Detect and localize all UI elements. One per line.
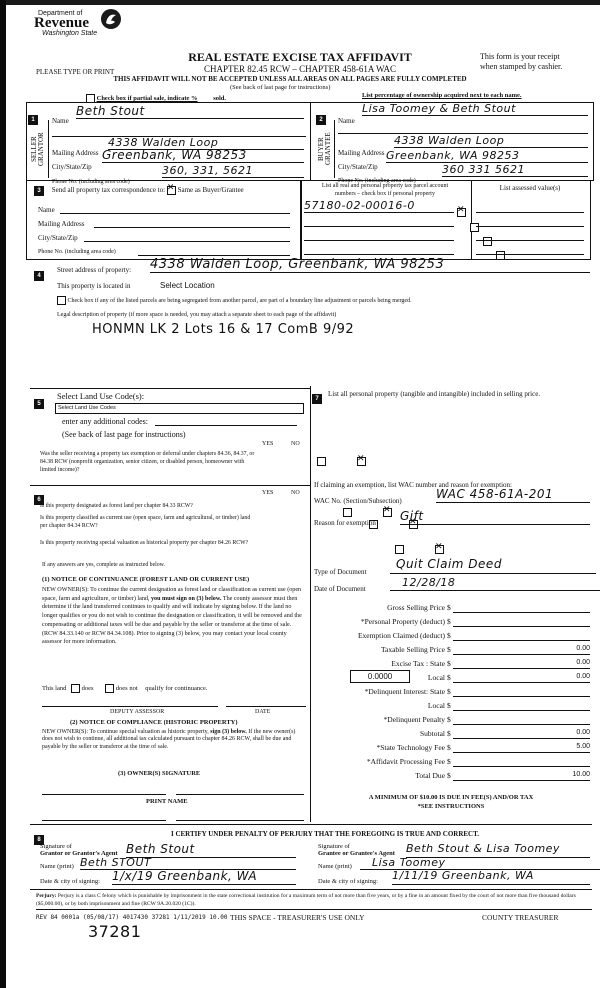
taxable-selling-price-row [312, 645, 590, 657]
same-as-buyer-checkbox[interactable] [167, 186, 176, 195]
s6-yes-header: YES [262, 490, 274, 496]
land-use-no-header: NO [291, 441, 300, 447]
exemption-claimed-value[interactable] [453, 631, 590, 641]
wac-label: WAC No. (Section/Subsection) [314, 497, 402, 505]
legal-description-value[interactable]: HONMN LK 2 Lots 16 & 17 ComB 9/92 [92, 322, 355, 337]
dollar-sign: $ [447, 729, 451, 738]
perjury-top-rule [30, 889, 592, 890]
seller-mailing-value[interactable]: 4338 Walden Loop [108, 136, 304, 150]
deputy-assessor-line[interactable] [42, 706, 218, 707]
continuance-text-bold: you must sign on (3) below. [150, 595, 222, 602]
grantee-name-print[interactable]: Lisa Toomey [360, 856, 600, 870]
dollar-sign: $ [447, 673, 451, 682]
continuance-title: (1) NOTICE OF CONTINUANCE (FOREST LAND OR CURRENT USE) [42, 576, 250, 583]
taxable-selling-price-value[interactable]: 0.00 [453, 645, 590, 655]
corr-city-label: City/State/Zip [38, 234, 78, 242]
see-instructions-note: *SEE INSTRUCTIONS [417, 803, 485, 810]
assessed-header: List assessed value(s) [499, 184, 561, 192]
exemption-claimed-label: Exemption Claimed (deduct) [357, 631, 445, 640]
receipt-note-line-2: when stamped by cashier. [480, 62, 563, 71]
corr-name-label: Name [38, 206, 55, 214]
does-checkbox[interactable] [71, 684, 80, 693]
grantor-date-city[interactable]: 1/x/19 Greenbank, WA [112, 869, 296, 885]
certify-statement: I CERTIFY UNDER PENALTY OF PERJURY THAT THE FOREGOING IS TRUE AND CORRECT. [170, 830, 479, 838]
print-name-line-2[interactable] [176, 820, 304, 821]
treasurer-stamp: REV 84 0001a (05/08/17) 4017430 37281 1/11/2019 10.00 [36, 914, 228, 921]
dollar-sign: $ [447, 617, 451, 626]
county-treasurer-label: COUNTY TREASURER [482, 913, 559, 922]
section-8-top-rule [30, 824, 592, 825]
buyer-city-value[interactable]: Greenbank, WA 98253 [386, 149, 588, 163]
land-use-see-back: (See back of last page for instructions) [62, 430, 186, 439]
grantor-name-label: Name (print) [40, 863, 74, 870]
delinquent-penalty-value[interactable] [453, 715, 590, 725]
subtotal-row [312, 729, 590, 741]
forest-land-question: Is this property designated as forest land per chapter 84.33 RCW? [40, 503, 193, 509]
perjury-text: Perjury is a class C felony which is punishable by imprisonment in the state correctional institution for a maximum term of not more than five years, or by a fine in an amount fixed by the court of not more than five thousand dollars ($5,000.00), or by both imprisonment and fine (RCW 9A.20.020 (1C)). [36, 893, 576, 907]
dor-swirl-logo-icon [100, 8, 122, 30]
excise-state-label: Excise Tax : State [391, 659, 445, 668]
ownership-note: List percentage of ownership acquired next to each name. [362, 92, 522, 99]
doc-date-value[interactable]: 12/28/18 [390, 576, 600, 591]
grantee-date-label: Date & city of signing: [318, 878, 378, 885]
dollar-sign: $ [447, 645, 451, 654]
print-name-label: PRINT NAME [146, 798, 188, 805]
assessor-date-line[interactable] [226, 706, 306, 707]
compliance-text-a: NEW OWNER(S): To continue special valuation as historic property, [42, 729, 209, 735]
subtotal-label: Subtotal [419, 729, 445, 738]
buyer-mailing-value[interactable]: 4338 Walden Loop [394, 134, 588, 148]
parcels-header-line-1: List all real and personal property tax parcel account [321, 183, 449, 189]
form-title: REAL ESTATE EXCISE TAX AFFIDAVIT [188, 50, 412, 64]
exemption-yes-checkbox[interactable] [317, 457, 326, 466]
corr-mailing-line [94, 227, 290, 228]
excise-local-value[interactable]: 0.00 [453, 673, 590, 683]
partial-sale-label: Check box if partial sale, indicate % [96, 94, 198, 102]
perjury-bold: Perjury: [36, 893, 57, 899]
section-1-number: 1 [28, 115, 38, 125]
gross-selling-price-value[interactable] [453, 603, 590, 613]
grantor-name-print[interactable]: Beth STOUT [80, 856, 296, 870]
excise-local-row [312, 673, 590, 685]
historical-question: Is this property receiving special valuation as historical property per chapter 84.26 RCW? [40, 540, 249, 546]
compliance-text-bold: sign (3) below. [210, 729, 247, 735]
does-not-checkbox[interactable] [105, 684, 114, 693]
continuance-text [42, 586, 307, 647]
grantor-signature[interactable]: Beth Stout [126, 842, 296, 858]
buyer-name-value[interactable]: Lisa Toomey & Beth Stout [362, 102, 588, 116]
total-due-label: Total Due [415, 771, 445, 780]
scan-border-left [0, 0, 6, 988]
grantee-name-label: Name (print) [318, 863, 352, 870]
section-5-badge [34, 392, 44, 410]
does-label: does [81, 684, 94, 692]
parcels-header-line-2: numbers – check box if personal property [335, 191, 435, 197]
s6-no-header: NO [291, 490, 300, 496]
assessed-row-4[interactable] [476, 254, 584, 255]
parcel-2-personal-checkbox[interactable] [470, 223, 479, 232]
exemption-claim-label: If claiming an exemption, list WAC number and reason for exemption: [314, 481, 512, 489]
logo-dept: Department of [38, 10, 83, 17]
grantor-sig-label-1: Signature of [40, 843, 72, 850]
section-7-number: 7 [312, 394, 322, 404]
additional-codes-label: enter any additional codes: [62, 417, 148, 426]
treasurer-space-label: THIS SPACE - TREASURER'S USE ONLY [230, 913, 365, 922]
section-5-number: 5 [34, 399, 44, 409]
perjury-bottom-rule [36, 909, 592, 910]
buyer-phone-value[interactable]: 360 331 5621 [442, 163, 588, 177]
segregated-label: Check box if any of the listed parcels are being segregated from another parcel, are part of a boundary line adjustment or parcels being merged. [67, 297, 412, 304]
corr-phone-field[interactable] [38, 249, 290, 255]
state-technology-fee-label: *State Technology Fee [376, 743, 445, 752]
state-technology-fee-row [312, 743, 590, 755]
please-type-or-print: PLEASE TYPE OR PRINT [36, 68, 115, 76]
dollar-sign: $ [447, 701, 451, 710]
reason-value[interactable]: Gift [400, 509, 590, 525]
land-use-yes-header: YES [262, 441, 274, 447]
located-label: This property is located in [57, 282, 131, 290]
grantee-sig-label-1: Signature of [318, 843, 350, 850]
gross-selling-price-label: Gross Selling Price [387, 603, 445, 612]
doc-date-label: Date of Document [314, 585, 366, 593]
grantee-sig-label-2: Grantee or Grantee's Agent [318, 850, 395, 857]
dollar-sign: $ [447, 743, 451, 752]
subtotal-value[interactable]: 0.00 [453, 729, 590, 739]
exemption-no-checkbox[interactable] [357, 457, 366, 466]
owner-signature-label: (3) OWNER(S) SIGNATURE [118, 770, 201, 777]
logo-state: Washington State [42, 30, 98, 37]
dollar-sign: $ [447, 687, 451, 696]
section-4-badge [34, 264, 44, 282]
buyer-name-label: Name [338, 117, 355, 125]
reason-label: Reason for exemption [314, 519, 376, 527]
owner-signature-line-1[interactable] [42, 794, 166, 795]
seller-city-value[interactable]: Greenbank, WA 98253 [102, 148, 304, 163]
buyer-side-label [316, 120, 335, 178]
corr-phone-label: Phone No. (including area code) [38, 249, 116, 255]
delinquent-interest-local-value[interactable] [453, 701, 590, 711]
dollar-sign: $ [447, 659, 451, 668]
buyer-label: BUYER [317, 137, 325, 161]
buyer-name-field[interactable] [338, 102, 588, 128]
this-land-label: This land [42, 684, 67, 692]
personal-property-label: List all personal property (tangible and intangible) included in selling price. [328, 390, 541, 398]
buyer-city-label: City/State/Zip [338, 163, 378, 171]
grantor-label: GRANTOR [37, 132, 45, 166]
excise-state-value[interactable]: 0.00 [453, 659, 590, 669]
delinquent-interest-local-label: Local [427, 701, 445, 710]
seller-side-label [28, 120, 49, 178]
land-use-select[interactable]: Select Land Use Codes [55, 403, 304, 414]
corr-phone-line [138, 255, 290, 256]
continuance-text-a: NEW OWNER(S): To continue the current designation as forest land or classification as current use (open space, farm and agriculture, or timber) land, [42, 587, 302, 602]
location-select[interactable]: Select Location [160, 281, 215, 290]
owner-signature-line-2[interactable] [176, 794, 304, 795]
state-technology-fee-value[interactable]: 5.00 [453, 743, 590, 753]
section-3-number: 3 [34, 186, 44, 196]
total-due-row [312, 771, 590, 783]
forest-land-no-checkbox[interactable] [383, 508, 392, 517]
corr-city-line [84, 241, 290, 242]
buyer-mailing-label: Mailing Address [338, 149, 385, 157]
assessed-row-1[interactable] [476, 212, 584, 213]
corr-mailing-label: Mailing Address [38, 220, 85, 228]
scan-border-top [0, 0, 600, 5]
gross-selling-price-row [312, 603, 590, 615]
dollar-sign: $ [447, 771, 451, 780]
dollar-sign: $ [447, 757, 451, 766]
same-as-buyer-label: Same as Buyer/Grantee [177, 186, 244, 195]
delinquent-penalty-label: *Delinquent Penalty [383, 715, 445, 724]
section-4-number: 4 [34, 271, 44, 281]
does-not-label: does not [115, 684, 138, 692]
personal-property-row [312, 617, 590, 629]
correspondence-label: Send all property tax correspondence to: [51, 186, 166, 195]
parcel-row-3[interactable] [304, 240, 454, 241]
this-land-row [42, 684, 208, 693]
local-rate-input[interactable]: 0.0000 [350, 670, 410, 683]
correspondence-header [34, 186, 244, 196]
form-subtitle: CHAPTER 82.45 RCW – CHAPTER 458-61A WAC [204, 64, 396, 74]
form-warning: THIS AFFIDAVIT WILL NOT BE ACCEPTED UNLESS ALL AREAS ON ALL PAGES ARE FULLY COMPLETED [113, 75, 467, 83]
grantee-date-city[interactable]: 1/11/19 Greenbank, WA [392, 869, 590, 885]
delinquent-interest-state-value[interactable] [453, 687, 590, 697]
deputy-assessor-label: DEPUTY ASSESSOR [110, 709, 165, 715]
compliance-text [42, 729, 307, 751]
section-2-number: 2 [316, 115, 326, 125]
corr-mailing-field[interactable] [38, 220, 290, 228]
parcel-row-4[interactable] [304, 254, 454, 255]
segregated-row [57, 296, 412, 305]
historical-no-checkbox[interactable] [435, 545, 444, 554]
assessed-row-3[interactable] [476, 240, 584, 241]
dor-logo [34, 10, 134, 37]
partial-sale-sold: sold. [213, 94, 227, 102]
seller-name-label: Name [52, 117, 69, 125]
land-use-label: Select Land Use Code(s): [57, 391, 145, 401]
additional-codes-input[interactable] [155, 425, 297, 426]
grantee-sig-label [318, 843, 395, 857]
dollar-sign: $ [447, 631, 451, 640]
corr-name-field[interactable] [38, 206, 290, 214]
parcel-number[interactable]: 57180-02-00016-0 [304, 199, 454, 213]
exemption-question: Was the seller receiving a property tax exemption or deferral under chapters 84.36, 84.37, or 84.38 RCW (nonprofit organization, senior citizen, or disabled person, homeowner with limited income)? [40, 451, 255, 473]
minimum-due-note: A MINIMUM OF $10.00 IS DUE IN FEE(S) AND/OR TAX [368, 794, 534, 801]
grantor-sig-label-2: Grantor or Grantor's Agent [40, 850, 118, 857]
affidavit-processing-fee-value[interactable] [453, 757, 590, 767]
compliance-title: (2) NOTICE OF COMPLIANCE (HISTORIC PROPERTY) [70, 719, 238, 726]
continuance-text-b: The county assessor must then determine if the land transferred continues to qualify and will indicate by signing below. If the land no longer qualifies or you do not wish to continue the designation or classification, it will be removed and the compensating or additional taxes will be due and payable by the seller or transferor at the time of sale. (RCW 84.33.140 or RCW 84.34.108). Prior to signing (3) below, you may contact your local county assessor for more information. [42, 595, 302, 646]
delinquent-interest-state-row [312, 687, 590, 699]
logo-name: Revenue [34, 15, 89, 31]
current-use-question: Is this property classified as current use (open space, farm and agricultural, or timber) land per chapter 84.34 RCW? [40, 515, 251, 529]
section-8-number: 8 [34, 835, 44, 845]
parcel-3-personal-checkbox[interactable] [483, 237, 492, 246]
seller-phone-value[interactable]: 360, 331, 5621 [162, 164, 304, 178]
assessed-row-2[interactable] [476, 226, 584, 227]
doc-type-value[interactable]: Quit Claim Deed [390, 557, 596, 574]
assessed-box [470, 181, 591, 260]
parcels-header [302, 182, 468, 198]
legal-label: Legal description of property (if more space is needed, you may attach a separate sheet to each page of the affidavit) [57, 312, 337, 318]
excise-local-label: Local [427, 673, 445, 682]
corr-name-line [60, 213, 290, 214]
section-7-divider [310, 386, 311, 822]
receipt-number: 37281 [88, 922, 142, 941]
dollar-sign: $ [447, 603, 451, 612]
section-7-badge [312, 387, 322, 405]
seller-mailing-label: Mailing Address [52, 149, 99, 157]
compliance-text-b: If the new owner(s) does not wish to continue, all additional tax calculated pursuant to chapter 84.26 RCW, shall be due and payable by the seller or transferor at the time of sale. [42, 729, 296, 750]
delinquent-penalty-row [312, 715, 590, 727]
wac-value[interactable]: WAC 458-61A-201 [436, 487, 590, 503]
parties-divider [310, 102, 311, 181]
assessor-date-label: DATE [255, 709, 271, 715]
taxable-selling-price-label: Taxable Selling Price [380, 645, 445, 654]
doc-type-label: Type of Document [314, 568, 367, 576]
seller-city-label: City/State/Zip [52, 163, 92, 171]
delinquent-interest-local-row [312, 701, 590, 713]
receipt-note-line-1: This form is your receipt [480, 52, 560, 61]
buyer-phone-label: Phone No. (including area code) [338, 178, 416, 184]
corr-city-field[interactable] [38, 234, 290, 242]
seller-label: SELLER [30, 136, 38, 162]
seller-phone-label: Phone No. (including area code) [52, 179, 130, 185]
personal-property-deduct-label: *Personal Property (deduct) [360, 617, 445, 626]
seller-name-value[interactable]: Beth Stout [76, 104, 304, 119]
affidavit-processing-fee-label: *Affidavit Processing Fee [366, 757, 445, 766]
perjury-note [36, 893, 592, 908]
affidavit-processing-fee-row [312, 757, 590, 769]
parcel-row-2[interactable] [304, 226, 454, 227]
grantor-date-label: Date & city of signing: [40, 878, 100, 885]
seller-name-field[interactable] [52, 104, 306, 128]
historical-yes-checkbox[interactable] [395, 545, 404, 554]
parcel-1-personal-checkbox[interactable] [457, 208, 466, 217]
section-6-number: 6 [34, 495, 44, 505]
qualify-label: qualify for continuance. [145, 684, 208, 692]
grantor-sig-label [40, 843, 118, 857]
personal-property-deduct-value[interactable] [453, 617, 590, 627]
print-name-line-1[interactable] [42, 820, 166, 821]
segregated-checkbox[interactable] [57, 296, 66, 305]
delinquent-interest-state-label: *Delinquent Interest: State [364, 687, 445, 696]
grantee-signature[interactable]: Beth Stout & Lisa Toomey [406, 842, 590, 858]
exemption-claimed-row [312, 631, 590, 643]
receipt-note [480, 52, 562, 72]
if-yes-note: If any answers are yes, complete as instructed below. [42, 562, 165, 568]
street-address-value[interactable]: 4338 Walden Loop, Greenbank, WA 98253 [150, 257, 590, 273]
total-due-value[interactable]: 10.00 [453, 771, 590, 781]
forest-land-yes-checkbox[interactable] [343, 508, 352, 517]
street-label: Street address of property: [57, 266, 132, 274]
dollar-sign: $ [447, 715, 451, 724]
grantee-label: GRANTEE [324, 132, 332, 166]
see-back-note: (See back of last page for instructions) [230, 84, 331, 91]
